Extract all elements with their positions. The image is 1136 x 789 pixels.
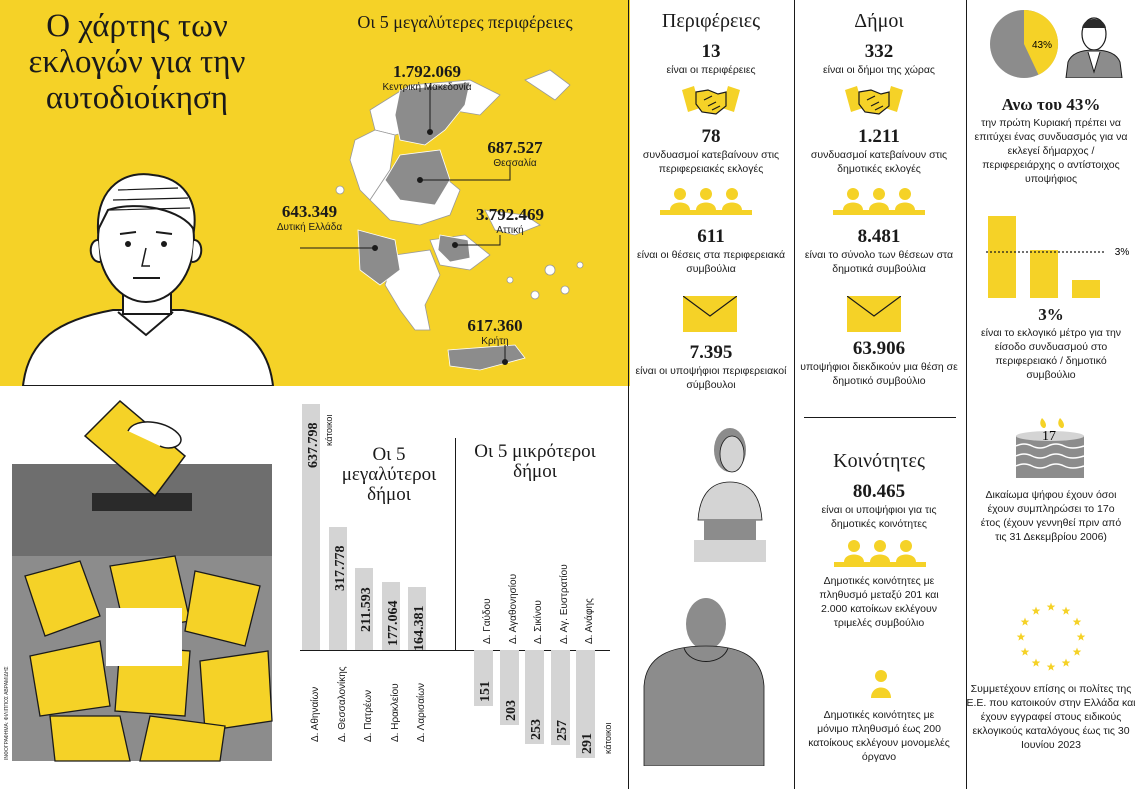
- largest-municipalities-value-label: 637.798: [306, 422, 321, 468]
- region-label-central-macedonia: 1.792.069 Κεντρική Μακεδονία: [382, 62, 472, 93]
- cake-age-label: 17: [1042, 429, 1056, 444]
- largest-municipalities-category-label: Δ. Πατρέων: [363, 689, 374, 742]
- seats-icon-3: [834, 538, 926, 570]
- regions-coalitions: 78 συνδυασμοί κατεβαίνουν στις περιφερειακές εκλογές: [642, 126, 780, 175]
- man-illustration: [18, 170, 278, 386]
- eu-stars-icon: [1014, 600, 1088, 674]
- regions-seats: 611 είναι οι θέσεις στα περιφερειακά συμβούλια: [636, 226, 786, 275]
- regions-count-text: είναι οι περιφέρειες: [666, 64, 756, 76]
- map-crete: [448, 345, 525, 370]
- largest-municipalities-value-label: 211.593: [359, 587, 374, 633]
- largest-municipalities-value-label: 317.778: [332, 545, 348, 592]
- communities-divider: [804, 417, 956, 418]
- threshold-section: [972, 304, 1130, 382]
- column-divider-1: [628, 0, 629, 789]
- communities-text-2: Δημοτικές κοινότητες με πληθυσμό μεταξύ 201 και 2.000 κατοίκων εκλέγουν τριμελές συμβούλιο: [819, 575, 939, 629]
- male-bust-icon: [640, 596, 768, 766]
- voting-age-text: Δικαίωμα ψήφου έχουν όσοι έχουν συμπληρώσει το 17ο έτος (έχουν γεννηθεί πριν από τις 31 Δεκεμβρίου 2006): [980, 489, 1122, 543]
- municipalities-count: 332: [864, 41, 894, 62]
- eu-star: [1032, 607, 1041, 615]
- majority-pie-chart: [988, 8, 1060, 80]
- threshold-label: 3%: [1114, 247, 1130, 258]
- smallest-municipalities-value-label: 151: [478, 681, 493, 703]
- mayor-portrait-icon: [1064, 12, 1124, 78]
- eu-star: [1021, 618, 1030, 626]
- largest-municipalities-value-label: 164.381: [412, 605, 427, 651]
- eu-star: [1062, 607, 1071, 615]
- handshake-icon-2: [843, 82, 905, 122]
- region-label-western-greece: 643.349 Δυτική Ελλάδα: [276, 202, 343, 233]
- communities-count: 80.465: [852, 481, 906, 502]
- smallest-municipalities-category-label: Δ. Αγ. Ευστρατίου: [558, 564, 570, 644]
- smallest-municipalities-value-label: 291: [580, 733, 595, 754]
- column-divider-3: [966, 0, 967, 789]
- municipalities-column: [800, 10, 958, 77]
- main-title: Ο χάρτης των εκλογών για την αυτοδιοίκηση: [28, 8, 246, 116]
- largest-municipalities-value-label: 177.064: [385, 600, 401, 646]
- smallest-municipalities-value-label: 253: [529, 718, 544, 740]
- seats-icon: [660, 186, 752, 218]
- smallest-municipalities-title: Οι 5 μικρότεροι δήμοι: [474, 441, 596, 482]
- ballot-box-illustration: [10, 396, 290, 766]
- municipalities-count-text: είναι οι δήμοι της χώρας: [823, 64, 935, 76]
- credit-text: ΙΝΦΟΓΡΑΦΗΜΑ: ΦΙΛΙΠΠΟΣ ΑΒΡΑΜΙΔΗΣ: [4, 666, 10, 760]
- seats-icon-2: [833, 186, 925, 218]
- majority-heading: Ανω του 43%: [1001, 95, 1101, 114]
- eu-star: [1047, 663, 1056, 671]
- map-title: Οι 5 μεγαλύτερες περιφέρειες: [357, 12, 573, 32]
- region-label-attica: 3.792.469 Αττική: [476, 205, 544, 236]
- smallest-municipalities-category-label: Δ. Ανάφης: [584, 598, 595, 644]
- envelope-icon: [683, 296, 737, 332]
- largest-municipalities-category-label: Δ. Ηρακλείου: [389, 683, 401, 742]
- majority-section: [972, 94, 1130, 186]
- eu-star: [1073, 648, 1082, 656]
- handshake-icon: [680, 82, 742, 122]
- regions-title: Περιφέρειες: [661, 10, 761, 32]
- regions-candidates: 7.395 είναι οι υποψήφιοι περιφερειακοί σύμβουλοι: [635, 342, 787, 391]
- largest-municipalities-category-label: Δ. Αθηναίων: [310, 686, 321, 742]
- smallest-municipalities-category-label: Δ. Αγαθονησίου: [507, 573, 519, 644]
- eu-star: [1073, 618, 1082, 626]
- communities-text-3: Δημοτικές κοινότητες με μόνιμο πληθυσμό έως 200 κατοίκους εκλέγουν μονομελές όργανο: [808, 709, 950, 763]
- communities-count-text: είναι οι υποψήφιοι για τις δημοτικές κοινότητες: [821, 504, 937, 530]
- smallest-municipalities-unit-label: κάτοικοι: [603, 722, 613, 754]
- region-label-crete: 617.360 Κρήτη: [467, 316, 523, 347]
- regions-count: 13: [701, 41, 721, 62]
- female-bust-icon: [690, 420, 770, 568]
- eu-citizens-text: Συμμετέχουν επίσης οι πολίτες της Ε.Ε. που κατοικούν στην Ελλάδα και έχουν εγγραφεί στους ειδικούς εκλογικούς καταλόγους έως τις 30 Ιουνίου 2023: [966, 683, 1136, 751]
- municipalities-candidates: 63.906 υποψήφιοι διεκδικούν μια θέση σε δημοτικό συμβούλιο: [800, 338, 958, 387]
- regions-column: [635, 10, 787, 77]
- largest-municipalities-category-label: Δ. Θεσσαλονίκης: [336, 666, 348, 742]
- region-label-thessaly: 687.527 Θεσσαλία: [487, 138, 543, 169]
- municipalities-seats: 8.481 είναι το σύνολο των θέσεων στα δημοτικά συμβούλια: [804, 226, 954, 275]
- municipalities-coalitions: 1.211 συνδυασμοί κατεβαίνουν στις δημοτικές εκλογές: [810, 126, 948, 175]
- envelope-icon-2: [847, 296, 901, 332]
- smallest-municipalities-value-label: 257: [554, 720, 570, 742]
- communities-section: [800, 450, 958, 531]
- threshold-chart: [986, 210, 1130, 300]
- pie-label: 43%: [1031, 40, 1053, 51]
- threshold-heading: 3%: [1038, 305, 1064, 324]
- eu-star: [1021, 648, 1030, 656]
- threshold-text: είναι το εκλογικό μέτρο για την είσοδο συνδυασμού στο περιφερειακό / δημοτικό συμβούλιο: [980, 327, 1122, 381]
- communities-title: Κοινότητες: [833, 450, 925, 472]
- eu-star: [1077, 633, 1086, 641]
- majority-text: την πρώτη Κυριακή πρέπει να επιτύχει ένας συνδυασμός για να εκλεγεί δήμαρχος / περιφερειάρχης ο αντίστοιχος υποψήφιος: [974, 117, 1128, 185]
- birthday-cake-icon: [1012, 416, 1088, 480]
- single-seat-icon: [868, 668, 894, 700]
- eu-star: [1062, 659, 1071, 667]
- smallest-municipalities-value-label: 203: [503, 700, 519, 722]
- smallest-municipalities-category-label: Δ. Γαύδου: [482, 598, 493, 644]
- largest-municipalities-unit-label: κάτοικοι: [324, 414, 334, 446]
- chart-divider: [455, 438, 456, 650]
- municipalities-title: Δήμοι: [854, 10, 904, 32]
- eu-star: [1017, 633, 1026, 641]
- largest-municipalities-category-label: Δ. Λαρισαίων: [416, 682, 427, 742]
- column-divider-2: [794, 0, 795, 789]
- smallest-municipalities-category-label: Δ. Σικίνου: [533, 600, 544, 644]
- largest-municipalities-title: Οι 5 μεγαλύτεροι δήμοι: [341, 444, 437, 505]
- eu-star: [1047, 603, 1056, 611]
- eu-star: [1032, 659, 1041, 667]
